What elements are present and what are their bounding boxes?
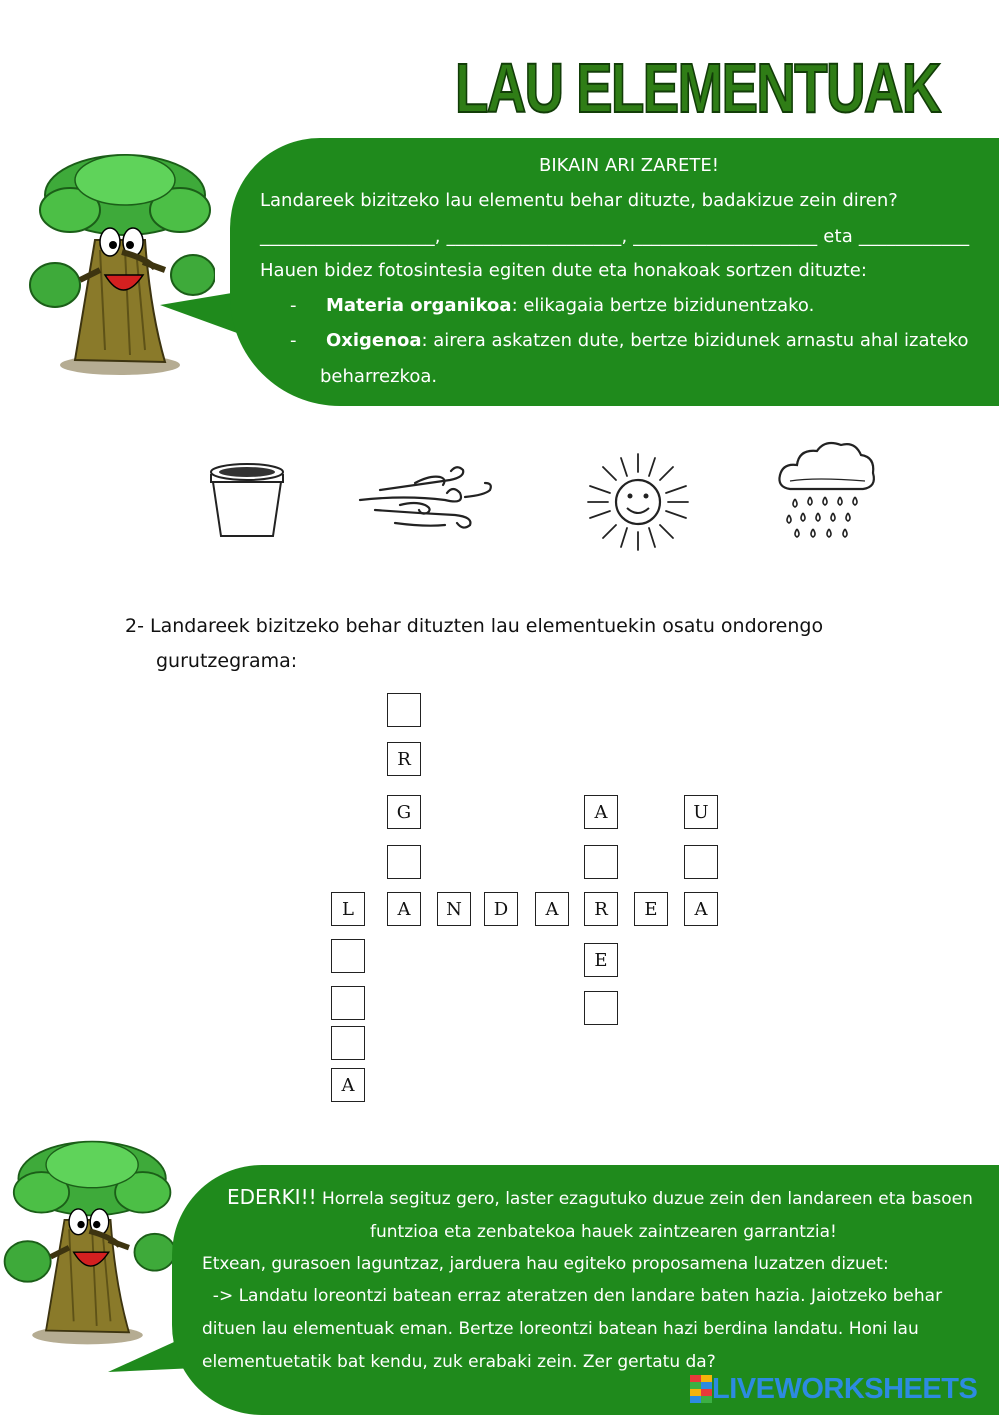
question-text: Landareek bizitzeko lau elementu behar dituzte, badakizue zein diren? [260,190,898,211]
list-item [290,295,814,317]
liveworksheets-logo-icon [690,1375,712,1403]
crossword-cell: R [584,892,618,926]
rain-cloud-icon [775,437,880,542]
crossword-cell: E [584,943,618,977]
flower-pot-icon [205,460,290,540]
outro-line [227,1186,973,1210]
outro-line: Etxean, gurasoen laguntzaz, jarduera hau egiteko proposamena luzatzen dizuet: [202,1254,889,1274]
crossword-cell: R [387,742,421,776]
crossword-blank-cell[interactable] [684,845,718,879]
list-text: : airera askatzen dute, bertze bizidunek arnastu ahal izateko [421,330,969,351]
list-item-continuation: beharrezkoa. [320,366,438,387]
wind-icon [355,465,495,535]
crossword-cell: L [331,892,365,926]
bubble-heading: BIKAIN ARI ZARETE! [539,155,719,176]
tree-mascot-icon [25,150,215,380]
liveworksheets-watermark [690,1372,990,1406]
crossword-cell: E [634,892,668,926]
crossword-cell: D [484,892,518,926]
crossword-cell: A [387,892,421,926]
outro-line: -> Landatu loreontzi batean erraz ateratzen den landare baten hazia. Jaiotzeko behar [202,1286,943,1306]
answer-blanks[interactable]: ___________________, ___________________, ____________________ eta ____________ [260,226,970,247]
list-text: : elikagaia bertze bizidunentzako. [511,295,815,316]
list-dash: - [290,295,297,316]
crossword-blank-cell[interactable] [387,693,421,727]
question-2 [125,615,823,672]
crossword-cell: U [684,795,718,829]
crossword-blank-cell[interactable] [331,939,365,973]
list-item [290,330,968,352]
sun-icon [583,450,693,555]
intro-text: Hauen bidez fotosintesia egiten dute eta honakoak sortzen dituzte: [260,260,867,281]
list-dash: - [290,330,297,351]
outro-exclaim: EDERKI!! [227,1185,317,1209]
crossword-blank-cell[interactable] [584,991,618,1025]
outro-line: elementuetatik bat kendu, zuk erabaki zein. Zer gertatu da? [202,1352,716,1372]
crossword-blank-cell[interactable] [387,845,421,879]
crossword-cell: N [437,892,471,926]
outro-text: Horrela segituz gero, laster ezagutuko duzue zein den landareen eta basoen [316,1189,973,1209]
outro-line: dituen lau elementuak eman. Bertze loreontzi batean hazi berdina landatu. Honi lau [202,1319,919,1339]
crossword-blank-cell[interactable] [584,845,618,879]
crossword-cell: A [535,892,569,926]
outro-line: funtzioa eta zenbatekoa hauek zaintzearen garrantzia! [370,1222,837,1242]
question-line: gurutzegrama: [156,650,298,672]
page-title: LAU ELEMENTUAK [455,49,940,127]
crossword-cell: A [584,795,618,829]
watermark-text: LIVEWORKSHEETS [712,1372,978,1405]
crossword-cell: A [684,892,718,926]
crossword-cell: A [331,1068,365,1102]
list-term: Materia organikoa [325,295,512,316]
crossword-cell: G [387,795,421,829]
crossword-blank-cell[interactable] [331,986,365,1020]
list-term: Oxigenoa [325,330,422,351]
question-line: Landareek bizitzeko behar dituzten lau elementuekin osatu ondorengo [150,615,824,637]
speech-bubble-intro [230,138,999,406]
crossword-blank-cell[interactable] [331,1026,365,1060]
question-number: 2- [125,615,144,637]
